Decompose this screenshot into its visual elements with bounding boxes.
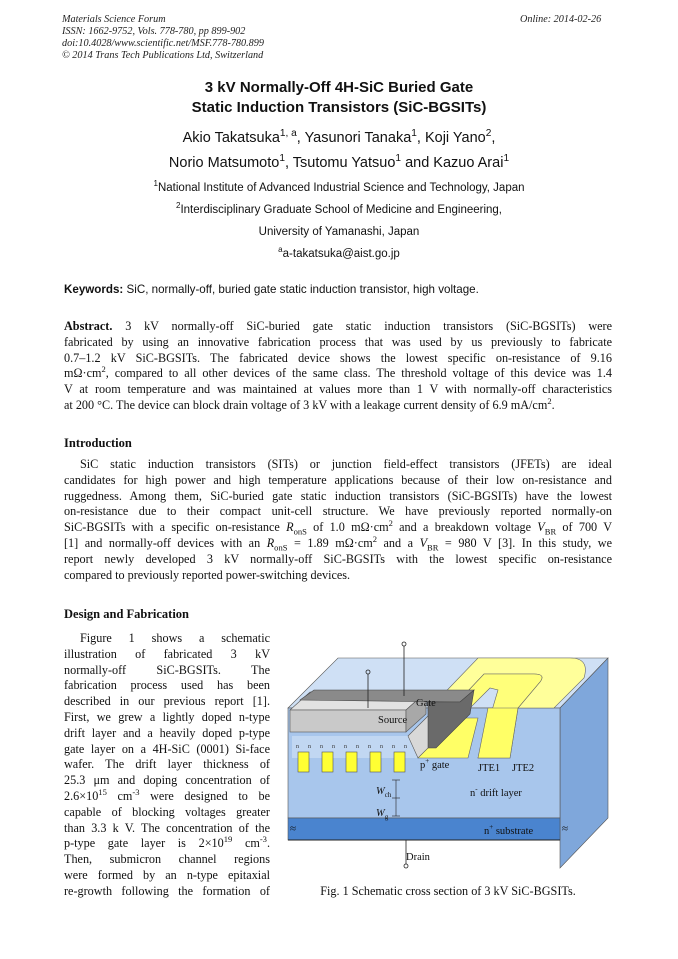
svg-text:n: n [392, 744, 395, 750]
svg-text:n: n [296, 744, 299, 750]
copyright: © 2014 Trans Tech Publications Ltd, Switzerland [62, 50, 264, 61]
jte1-label: JTE1 [478, 763, 501, 774]
author-email[interactable]: $^a$a-takatsuka@aist.go.jp [278, 245, 400, 260]
figure-1-caption: Fig. 1 Schematic cross section of 3 kV SiC-BGSITs. [320, 884, 576, 898]
doi[interactable]: doi:10.4028/www.scientific.net/MSF.778-780.899 [62, 38, 264, 49]
authors-line1: Akio Takatsuka$^{1, a}$, Yasunori Tanaka$^1$, Koji Yano$^2$, [182, 128, 496, 146]
svg-text:n: n [404, 744, 407, 750]
keywords: Keywords: SiC, normally-off, buried gate static induction transistor, high voltage. [64, 283, 479, 296]
design-heading: Design and Fabrication [64, 607, 190, 621]
affiliation-2b: University of Yamanashi, Japan [258, 226, 420, 238]
wch-label: $W_{ch}$ [376, 786, 392, 799]
introduction-text: SiC static induction transistors (SITs) or junction field-effect transistors (JFETs) are ideal candidates for high power and high temperature applications because of their low on-resistance and ruggedness. Among them, SiC-buried gate static induction transistors (SiC-BGSITs) have the lowest on-resistance due to their compact unit-cell structure. We have previously reported normally-on SiC-BGSITs with a specific on-resistance $R_{onS}$ of 1.0 $m\Omega\cdot cm^2$ and a breakdown voltage $V_{BR}$ of 700 V [1] and normally-off devices with an $R_{onS} = 1.89$ $m\Omega\cdot cm^2$ and a $V_{BR} = 980$ V [3]. In this study, we report newly developed 3 kV normally-off SiC-BGSITs with the lowest specific on-resistance compared to previously reported power-switching devices. [64, 457, 612, 582]
svg-text:n: n [356, 744, 359, 750]
wg-label: $W_g$ [376, 808, 389, 821]
issn: ISSN: 1662-9752, Vols. 778-780, pp 899-902 [62, 26, 246, 37]
paper-title-line2: Static Induction Transistors (SiC-BGSITs) [191, 99, 487, 116]
svg-text:n: n [332, 744, 335, 750]
svg-text:n: n [320, 744, 323, 750]
affiliation-1: $^1$National Institute of Advanced Industrial Science and Technology, Japan [153, 179, 525, 194]
abstract: Abstract. 3 kV normally-off SiC-buried gate static induction transistors (SiC-BGSITs) were fabricated by using an innovative fabrication process that was used by us previously to fabricate 0.7–1.2 kV SiC-BGSITs. The fabricated device shows the lowest specific on-resistance of 9.16 $m\Omega\cdot cm^2$, compared to all other devices of the same class. The threshold voltage of this device was 1.4 V at room temperature and was maintained at values more than 1 V with normally-off characteristics at 200 °C. The device can block drain voltage of 3 kV with a leakage current density of 6.9 $mA/cm^2$. [64, 319, 613, 412]
design-text: Figure 1 shows a schematic illustration of fabricated 3 kV normally-off SiC-BGSITs. The fabrication process used has been described in our previous report [1]. First, we grew a lightly doped n-type drift layer and a heavily doped p-type gate layer on a 4H-SiC (0001) Si-face wafer. The drift layer thickness of 25.3 μm and doping concentration of $2.6\times 10^{15}$ $cm^{-3}$ were designed to be capable of blocking voltages greater than 3.3 k V. The concentration of the p-type gate layer is $2\times 10^{19}$ $cm^{-3}$. Then, submicron channel regions were formed by an n-type epitaxial re-growth following the formation of [64, 631, 270, 898]
affiliation-2a: $^2$Interdisciplinary Graduate School of Medicine and Engineering, [175, 201, 503, 216]
journal-name: Materials Science Forum [62, 14, 166, 25]
svg-text:n: n [380, 744, 383, 750]
figure-1-schematic [278, 630, 618, 878]
substrate-label: n+ substrate [484, 823, 534, 837]
gate-metal-top [300, 690, 474, 702]
svg-text:n: n [368, 744, 371, 750]
pgate-label: p+ gate [420, 757, 450, 771]
break-symbol-right: ≈ [562, 823, 569, 835]
svg-text:n: n [308, 744, 311, 750]
introduction-heading: Introduction [64, 436, 132, 450]
drain-label: Drain [406, 852, 430, 863]
drift-layer-label: n- drift layer [470, 785, 522, 799]
online-date: Online: 2014-02-26 [520, 14, 602, 25]
gate-label: Gate [416, 698, 436, 709]
jte2-label: JTE2 [512, 763, 535, 774]
source-label: Source [378, 715, 408, 726]
break-symbol-left: ≈ [290, 823, 297, 835]
paper-title-line1: 3 kV Normally-Off 4H-SiC Buried Gate [204, 79, 474, 96]
svg-text:n: n [344, 744, 347, 750]
authors-line2: Norio Matsumoto$^1$, Tsutomu Yatsuo$^1$ and Kazuo Arai$^1$ [168, 153, 510, 171]
